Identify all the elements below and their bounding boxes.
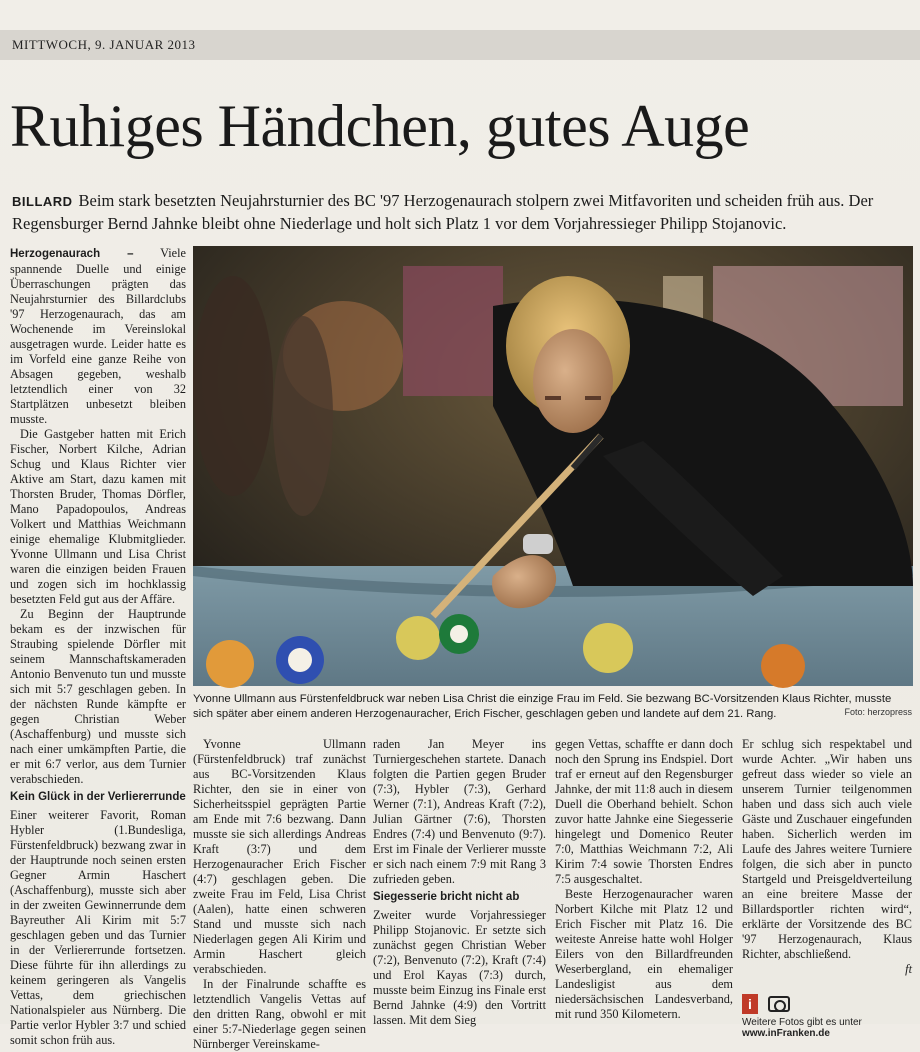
photo-illustration [193, 246, 913, 686]
paragraph: raden Jan Meyer ins Turniergeschehen startete. Danach folgten die Partien gegen Bruder (7:3), Hybler (7:3), Gerhard Werner (7:1), Andreas Kraft (7:2), Julian Gärtner (7:6), Thorsten Endres (7:4) und Benvenuto (9:7). Erst im Finale der Verlierer musste er sich nach einem 7:9 mit Rang 3 zufrieden geben. [373, 737, 546, 886]
more-photos-icons [742, 994, 912, 1016]
headline: Ruhiges Händchen, gutes Auge [10, 93, 750, 159]
subheading: Siegesserie bricht nicht ab [373, 891, 520, 903]
paragraph: Zu Beginn der Hauptrunde bekam es der inzwischen für Straubing spielende Dörfler mit seinem Mannschaftskameraden Antonio Benvenuto tun und musste sich mit 5:7 geschlagen geben. In der nächsten Runde kämpfte er gegen Christian Weber (Aschaffenburg) und musste sich nach einer umkämpften Partie, die er mit 6:7 verlor, aus dem Turnier verabschieden. [10, 607, 186, 786]
camera-icon [768, 996, 790, 1012]
paragraph: gegen Vettas, schaffte er dann doch noch den Sprung ins Endspiel. Dort traf er erneut auf den Regensburger Jahnke, der mit 11:8 auch in diesem Duell die Oberhand behielt. Schon zuvor hatte Jahnke eine Siegesserie hingelegt und Domenico Reuter 7:0, Matthias Weichmann 7:2, Ali Kirim 7:4 sowie Thorsten Endres 7:5 ausgeschaltet. [555, 737, 733, 886]
article-column-3 [373, 737, 546, 1028]
paragraph [742, 737, 912, 962]
paragraph: Beste Herzogenauracher waren Norbert Kilche mit Platz 12 und Erich Fischer mit Platz 16. Die weiteste Anreise hatte wohl Holger Eilers von den Billardfreunden Weserbergland, ein ehemaliger Landesligist aus dem niedersächsischen Landesverband, mit rund 350 Kilometern. [555, 887, 733, 1021]
paragraph: Zweiter wurde Vorjahressieger Philipp Stojanovic. Er setzte sich zunächst gegen Christian Weber (7:2), Benvenuto (7:2), Kraft (7:4) und Erol Kayas (7:3) durch, musste beim Einzug ins Finale erst Bernd Jahnke (4:9) den Vortritt lassen. Mit dem Sieg [373, 908, 546, 1027]
more-photos-note [742, 1017, 920, 1039]
info-icon: i [742, 994, 758, 1014]
article-column-4 [555, 737, 733, 1022]
paragraph: Einer weiterer Favorit, Roman Hybler (1.Bundesliga, Fürstenfeldbruck) bezwang zwar in der Hauptrunde noch seinen ersten Gegner Armin Haschert (Aschaffenburg), musste sich aber in der zweiten Gewinnerrunde dem Bayreuther Ali Kirim mit 5:7 geschlagen geben und das Turnier in der Verliererrunde fortsetzen. Diese führte für ihn allerdings zu keinem geringeren als Vangelis Vettas, dem griechischen Nationalspieler aus Nürnberg. Die Partie verlor Hybler 3:7 und schied somit schon früh aus. [10, 808, 186, 1047]
photo-caption: Yvonne Ullmann aus Fürstenfeldbruck war neben Lisa Christ die einzige Frau im Feld. Sie bezwang BC-Vorsitzenden Klaus Richter, musste sich später aber einem anderen Herzogenauracher, Erich Fischer, geschlagen geben und landete auf dem 21. Rang. [193, 693, 892, 720]
teaser [12, 190, 912, 235]
article-column-5 [742, 737, 912, 977]
article-column-2 [193, 737, 366, 1052]
paragraph: Yvonne Ullmann (Fürstenfeldbruck) traf zunächst aus BC-Vorsitzenden Klaus Richter, den sie in einer von Sicherheitsspiel geprägten Partie am Ende mit 7:6 bezwang. Dann musste sie sich allerdings Andreas Kraft (3:7) und dem Herzogenauracher Erich Fischer (4:7) geschlagen geben. Die zweite Frau im Feld, Lisa Christ (Aalen), hatte einen schweren Stand und musste sich nach Niederlagen gegen Ali Kirim und Armin Haschert gleich verabschieden. [193, 737, 366, 976]
website-link[interactable]: www.inFranken.de [742, 1028, 830, 1039]
paragraph-text: Viele spannende Duelle und einige Überraschungen prägten das Neujahrsturnier des Billardclubs '97 Herzogenaurach, das am Wochenende im Vereinslokal ausgetragen wurde. Leider hatte es im Vorfeld eine ganze Reihe von Absagen gegeben, weshalb letztendlich einer von 32 Startplätzen unbesetzt bleiben musste. [10, 246, 187, 426]
more-photos-text: Weitere Fotos gibt es unter [742, 1017, 862, 1028]
photo-credit: Foto: herzopress [844, 707, 912, 717]
author-initials: ft [905, 962, 912, 976]
article-column-1 [10, 246, 186, 1048]
teaser-text: Beim stark besetzten Neujahrsturnier des BC '97 Herzogenaurach stolpern zwei Mitfavoriten und scheiden früh aus. Der Regensburger Bernd Jahnke bleibt ohne Niederlage und holt sich Platz 1 vor dem Vorjahressieger Philipp Stojanovic. [12, 191, 874, 233]
subheading: Kein Glück in der Verliererrunde [10, 791, 186, 803]
billiards-photo [193, 246, 913, 686]
issue-date: MITTWOCH, 9. JANUAR 2013 [12, 37, 196, 52]
section-kicker: BILLARD [12, 194, 73, 209]
paragraph-text: Er schlug sich respektabel und wurde Achter. „Wir haben uns gefreut dass wieder so viele an unserem Turnier teilgenommen haben und dass sich auch viele Gäste und Zuschauer eingefunden haben. Sicherlich werden im Laufe des Jahres weitere Turniere folgen, die sich aber in puncto Startgeld und Preisgeldverteilung an eine breitere Masse der Billardsportler richten wird“, erklärte der Vorsitzende des BC '97 Herzogenaurach, Klaus Richter, abschließend. [742, 737, 912, 961]
paragraph: In der Finalrunde schaffte es letztendlich Vangelis Vettas auf den dritten Rang, obwohl er mit einer 5:7-Niederlage gegen seinen Nürnberger Vereinskame- [193, 977, 366, 1051]
paragraph: Die Gastgeber hatten mit Erich Fischer, Norbert Kilche, Adrian Schug und Klaus Richter vier Aktive am Start, dazu kamen mit Thorsten Bruder, Thomas Dörfler, Mano Papadopoulos, Andreas Volkert und Matthias Weichmann einige ehemalige Klubmitglieder. Yvonne Ullmann und Lisa Christ waren die einzigen beiden Frauen und zogen sich im hochklassig besetzten Feld gut aus der Affäre. [10, 427, 186, 606]
lead-paragraph [10, 246, 186, 427]
dateline: Herzogenaurach – [10, 248, 134, 260]
